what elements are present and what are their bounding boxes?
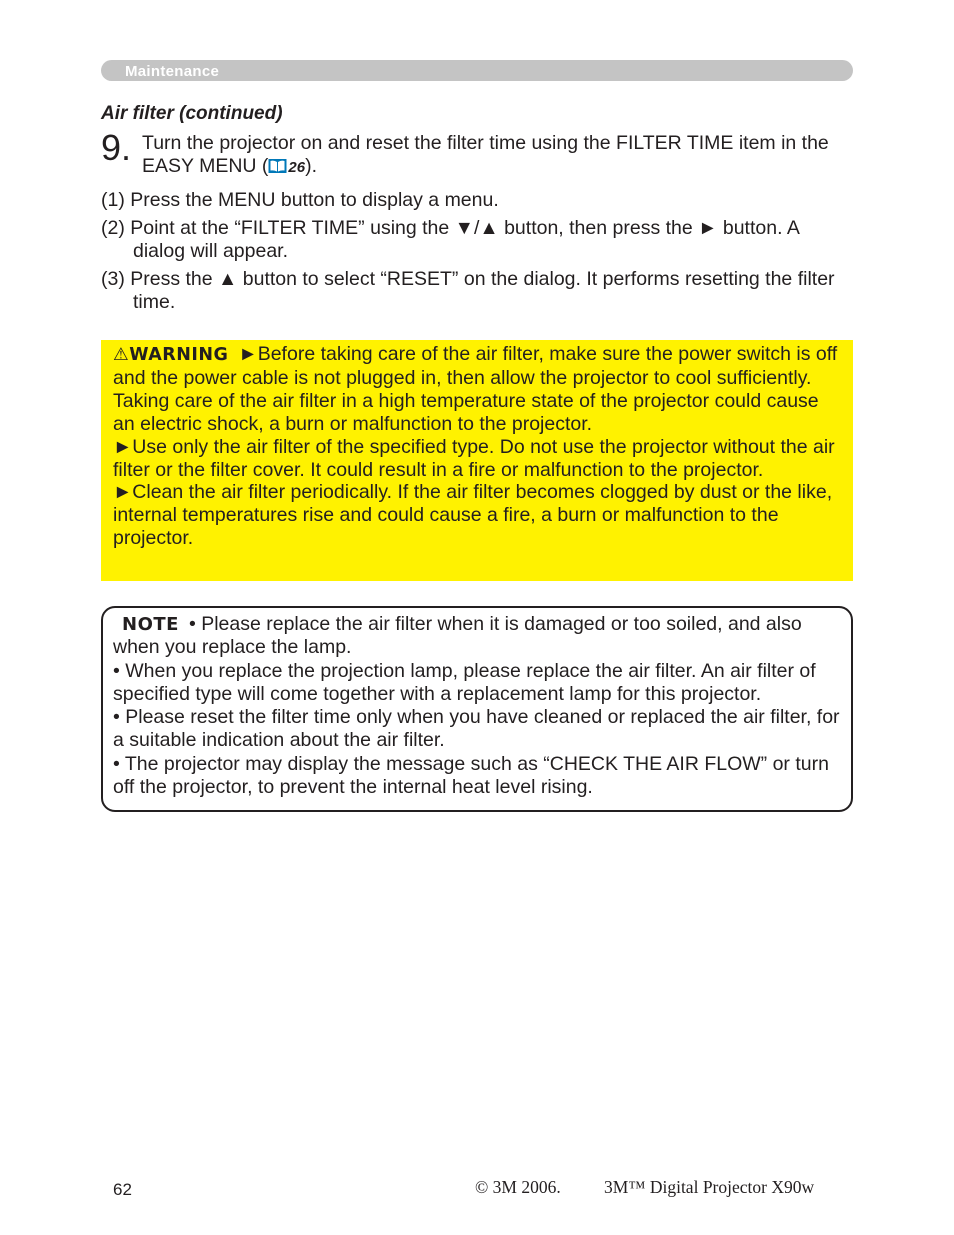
substep-2: (2) Point at the “FILTER TIME” using the ▼/▲ button, then press the ► button. A dialog will appear.	[101, 217, 799, 262]
warning-paragraph-2: ►Use only the air filter of the specified type. Do not use the projector without the air filter or the filter cover. It could result in a fire or malfunction to the projector.	[113, 435, 835, 481]
warning-label: ⚠WARNING	[113, 345, 229, 365]
note-paragraph-4: • The projector may display the message such as “CHECK THE AIR FLOW” or turn off the projector, to prevent the internal heat level rising.	[113, 752, 829, 799]
note-paragraph-3: • Please reset the filter time only when you have cleaned or replaced the air filter, for a suitable indication about the air filter.	[113, 706, 840, 752]
step-text-before: Turn the projector on and reset the filter time using the FILTER TIME item in the EASY MENU (	[142, 132, 829, 177]
note-box	[101, 606, 853, 812]
step-text	[142, 132, 842, 179]
substep-3: (3) Press the ▲ button to select “RESET” on the dialog. It performs resetting the filter time.	[101, 268, 835, 313]
note-text-1: • Please replace the air filter when it is damaged or too soiled, and also when you replace the lamp.	[113, 613, 802, 659]
section-title: Maintenance	[125, 63, 220, 80]
warning-text-1: ►Before taking care of the air filter, make sure the power switch is off and the power cable is not plugged in, then allow the projector to cool sufficiently. Taking care of the air filter in a high temperature state of the projector could cause an electric shock, a burn or malfunction to the projector.	[113, 343, 838, 435]
section-header-bar	[101, 60, 853, 81]
product-name: 3M™ Digital Projector X90w	[604, 1177, 815, 1197]
note-label: NOTE	[122, 614, 179, 635]
subheading: Air filter (continued)	[101, 103, 283, 124]
page-number: 62	[113, 1180, 132, 1199]
substep-1: (1) Press the MENU button to display a menu.	[101, 189, 499, 211]
note-paragraph-1	[113, 613, 841, 660]
step-number: 9.	[101, 127, 132, 168]
copyright: © 3M 2006.	[475, 1177, 561, 1197]
warning-box	[101, 340, 853, 581]
note-paragraph-2: • When you replace the projection lamp, please replace the air filter. An air filter of specified type will come together with a replacement lamp for this projector.	[113, 659, 816, 705]
warning-paragraph-3: ►Clean the air filter periodically. If the air filter becomes clogged by dust or the like, internal temperatures rise and could cause a fire, a burn or malfunction to the projector.	[113, 481, 833, 550]
step-text-after: ).	[305, 155, 318, 177]
ref-page: 26	[288, 159, 306, 176]
substep-list	[101, 189, 851, 319]
warning-paragraph-1	[113, 343, 843, 436]
book-icon	[268, 158, 287, 174]
